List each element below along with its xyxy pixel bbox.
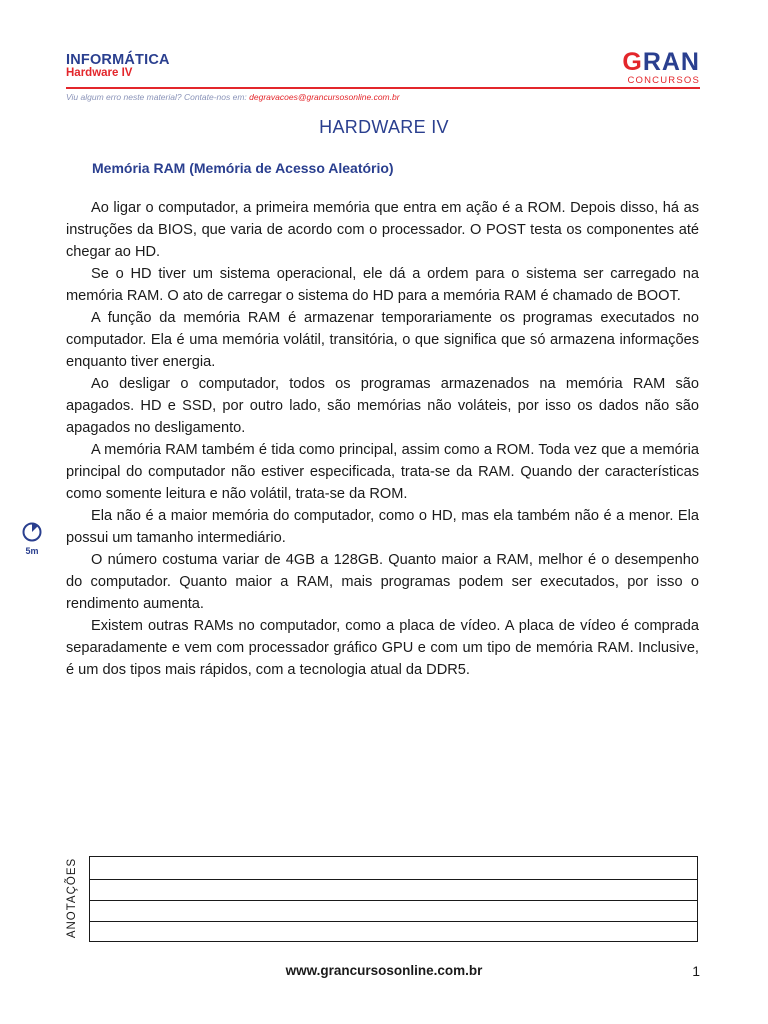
header-subject: INFORMÁTICA bbox=[66, 52, 170, 68]
notes-label: ANOTAÇÕES bbox=[66, 857, 78, 939]
paragraph: A função da memória RAM é armazenar temporariamente os programas executados no computador. Ela é uma memória volátil, transitória, o que significa que só armazena informações enquanto tiver energia. bbox=[66, 310, 699, 370]
contact-line bbox=[66, 92, 400, 102]
notes-line bbox=[90, 921, 697, 922]
page-number: 1 bbox=[692, 963, 700, 979]
paragraph: Ela não é a maior memória do computador, como o HD, mas ela também não é a menor. Ela possui um tamanho intermediário. bbox=[66, 508, 699, 546]
paragraph: Ao ligar o computador, a primeira memória que entra em ação é a ROM. Depois disso, há as instruções da BIOS, que varia de acordo com o processador. O POST testa os componentes até chegar ao HD. bbox=[66, 200, 699, 260]
header-divider bbox=[66, 87, 700, 89]
contact-email-link[interactable]: degravacoes@grancursosonline.com.br bbox=[249, 92, 400, 102]
gran-concursos-logo bbox=[622, 50, 700, 87]
logo-wordmark bbox=[622, 50, 700, 74]
video-timestamp-marker bbox=[22, 522, 42, 556]
page-title: HARDWARE IV bbox=[319, 117, 449, 137]
footer-url-link[interactable]: www.grancursosonline.com.br bbox=[285, 963, 483, 978]
section-heading: Memória RAM (Memória de Acesso Aleatório) bbox=[92, 160, 394, 176]
contact-prefix: Viu algum erro neste material? Contate-nos em: bbox=[66, 92, 250, 102]
notes-line bbox=[90, 879, 697, 880]
header-topic: Hardware IV bbox=[66, 67, 133, 79]
logo-subtitle: CONCURSOS bbox=[627, 75, 700, 86]
logo-letters-ran: RAN bbox=[642, 48, 700, 76]
paragraph: Existem outras RAMs no computador, como a placa de vídeo. A placa de vídeo é comprada separadamente e vem com processador gráfico GPU e com um tipo de memória RAM. Inclusive, é um dos tipos mais rápidos, com a tecnologia atual da DDR5. bbox=[66, 618, 699, 678]
paragraph: Se o HD tiver um sistema operacional, ele dá a ordem para o sistema ser carregado na memória RAM. O ato de carregar o sistema do HD para a memória RAM é chamado de BOOT. bbox=[66, 266, 699, 304]
body-text bbox=[66, 197, 699, 681]
paragraph: Ao desligar o computador, todos os programas armazenados na memória RAM são apagados. HD e SSD, por outro lado, são memórias não voláteis, por isso os dados não são apagados no desligamento. bbox=[66, 376, 699, 436]
timer-label: 5m bbox=[25, 546, 39, 556]
notes-line bbox=[90, 900, 697, 901]
timer-icon bbox=[22, 522, 42, 542]
notes-area[interactable] bbox=[89, 856, 698, 942]
paragraph: A memória RAM também é tida como principal, assim como a ROM. Toda vez que a memória principal do computador não estiver especificada, trata-se da RAM. Quando der características como somente leitura e não volátil, trata-se da ROM. bbox=[66, 442, 699, 502]
paragraph: O número costuma variar de 4GB a 128GB. Quanto maior a RAM, melhor é o desempenho do computador. Quanto maior a RAM, mais programas podem ser executados, por isso o rendimento aumenta. bbox=[66, 552, 699, 612]
logo-letter-g: G bbox=[622, 48, 643, 76]
